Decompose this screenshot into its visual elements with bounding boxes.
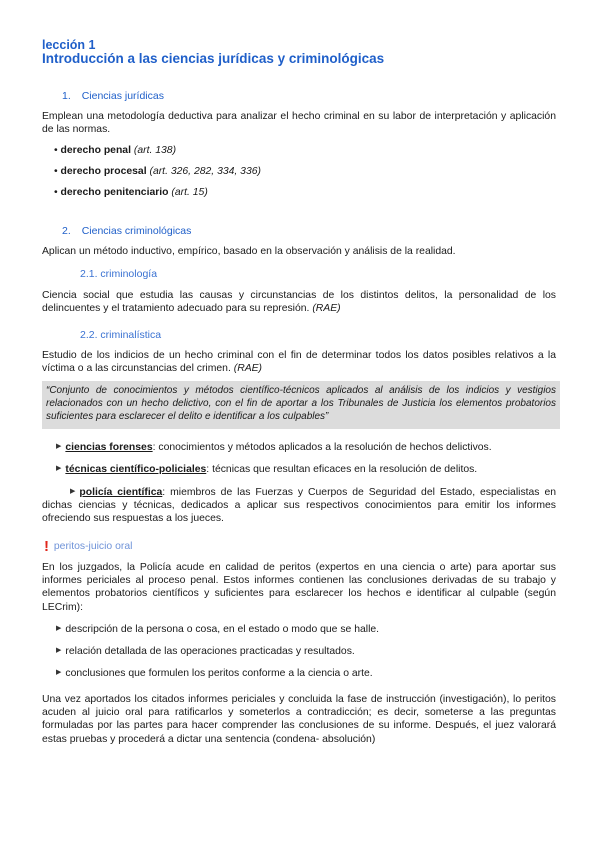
list-item: ▶ relación detallada de las operaciones practicadas y resultados.	[56, 646, 355, 657]
criminologia-ref: (RAE)	[312, 303, 341, 315]
triangle-bullet-icon: ▶	[56, 465, 62, 472]
item-term: derecho penal	[60, 145, 131, 156]
triangle-bullet-icon: ▶	[56, 669, 62, 676]
triangle-bullet-icon: ▶	[70, 488, 76, 495]
list-item: • derecho penal (art. 138)	[54, 145, 177, 156]
section1-number: 1.	[62, 90, 71, 102]
section1-intro: Emplean una metodología deductiva para analizar el hecho criminal en su labor de interpretación y aplicación de las normas.	[42, 111, 556, 136]
item-term: derecho procesal	[60, 166, 147, 177]
triangle-bullet-icon: ▶	[56, 625, 62, 632]
lesson-label: lección 1	[42, 38, 96, 52]
triangle-bullet-icon: ▶	[56, 647, 62, 654]
item-term: ciencias forenses	[65, 442, 153, 453]
criminologia-text: Ciencia social que estudia las causas y circunstancias de los distintos delitos, la personalidad de los delincuentes y el tratamiento adecuado para su represión. (RAE)	[42, 290, 556, 315]
criminalistica-text: Estudio de los indicios de un hecho criminal con el fin de determinar todos los datos posibles relativos a la víctima o a las circunstancias del crimen. (RAE)	[42, 350, 556, 375]
item-term: derecho penitenciario	[60, 187, 169, 198]
list-item: ▶ policía científica: miembros de las Fuerzas y Cuerpos de Seguridad del Estado, especialistas en dichas ciencias y técnicas, dedicados a aplicar sus respectivos conocimientos para emitir los informes ofreciendo sus respuestas a los jueces.	[42, 487, 557, 525]
section2-intro: Aplican un método inductivo, empírico, basado en la observación y análisis de la realidad.	[42, 246, 456, 257]
peritos-closing: Una vez aportados los citados informes periciales y concluida la fase de instrucción (investigación), lo peritos acuden al juicio oral para ratificarlos y someterlos a contradicción; es decir, someterse a las preguntas formuladas por las partes para hacer comprender las conclusiones de su informe. Después, el juez valorará estas pruebas y procederá a dictar una sentencia (condena- absolución)	[42, 694, 556, 745]
item-term: técnicas científico-policiales	[65, 464, 207, 475]
peritos-heading	[44, 538, 132, 555]
item-ref: (art. 326, 282, 334, 336)	[149, 166, 261, 177]
lesson-title: Introducción a las ciencias jurídicas y criminológicas	[42, 51, 385, 66]
definition-quote: “Conjunto de conocimientos y métodos científico-técnicos aplicados al análisis de los indicios y vestigios relacionados con un hecho delictivo, con el fin de aportar a los Tribunales de Justicia los elementos probatorios suficientes para esclarecer el delito e identificar a los culpables”	[42, 381, 560, 429]
section1-title: Ciencias jurídicas	[81, 90, 164, 102]
peritos-intro: En los juzgados, la Policía acude en calidad de peritos (expertos en una ciencia o arte) para aportar sus informes periciales al proceso penal. Estos informes contienen las conclusiones derivadas de su trabajo y elementos probatorios científicos y suficientes para esclarecer los hechos e identificar al culpable (según LECrim):	[42, 562, 556, 613]
item-ref: (art. 138)	[133, 145, 177, 156]
triangle-bullet-icon: ▶	[56, 443, 62, 450]
item-term: policía científica	[79, 487, 163, 498]
section2-title: Ciencias criminológicas	[81, 225, 192, 237]
list-item: ▶ conclusiones que formulen los peritos conforme a la ciencia o arte.	[56, 668, 373, 679]
criminalistica-ref: (RAE)	[233, 363, 263, 375]
list-item: ▶ descripción de la persona o cosa, en el estado o modo que se halle.	[56, 624, 380, 635]
exclamation-icon: !	[44, 538, 49, 555]
list-item: ▶ ciencias forenses: conocimientos y métodos aplicados a la resolución de hechos delictivos.	[56, 442, 492, 453]
peritos-title: peritos-juicio oral	[53, 541, 133, 552]
subsection-criminalistica-heading: 2.2. criminalística	[80, 329, 162, 341]
list-item: ▶ técnicas científico-policiales: técnicas que resultan eficaces en la resolución de delitos.	[56, 464, 478, 475]
section1-heading	[62, 90, 164, 102]
list-item: • derecho procesal (art. 326, 282, 334, 336)	[54, 166, 261, 177]
section2-heading	[62, 225, 191, 237]
subsection-criminologia-heading: 2.1. criminología	[80, 268, 158, 280]
section2-number: 2.	[62, 225, 71, 237]
list-item: • derecho penitenciario (art. 15)	[54, 187, 208, 198]
item-ref: (art. 15)	[171, 187, 208, 198]
